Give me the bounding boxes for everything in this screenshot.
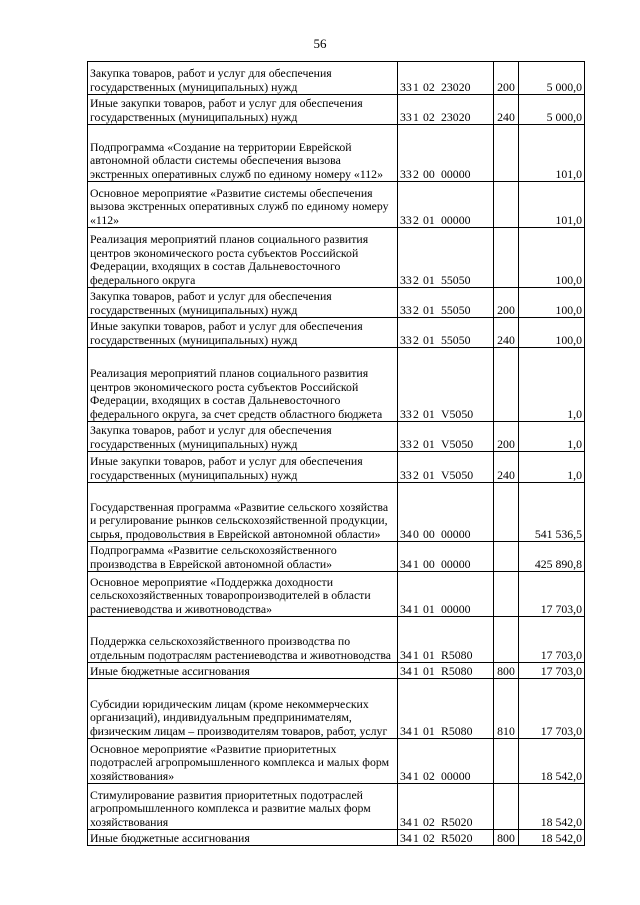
row-amount: 100,0 xyxy=(519,288,585,318)
row-amount: 18 542,0 xyxy=(519,739,585,784)
table-row xyxy=(88,182,585,228)
row-description: Основное мероприятие «Развитие системы обеспечения вызова экстренных оперативных служб по единому номеру «112» xyxy=(88,182,398,228)
table-row xyxy=(88,739,585,784)
row-expense-type xyxy=(494,182,519,228)
row-description: Поддержка сельскохозяйственного производства по отдельным подотраслям растениеводства и животноводства xyxy=(88,617,398,663)
row-description: Иные закупки товаров, работ и услуг для обеспечения государственных (муниципальных) нужд xyxy=(88,95,398,125)
row-target-code: 341 02 00000 xyxy=(398,739,494,784)
row-amount: 5 000,0 xyxy=(519,62,585,95)
table-row xyxy=(88,663,585,679)
row-description: Иные бюджетные ассигнования xyxy=(88,830,398,846)
table-row xyxy=(88,318,585,348)
page-number: 56 xyxy=(313,36,327,51)
table-row xyxy=(88,288,585,318)
row-expense-type xyxy=(494,483,519,542)
table-row xyxy=(88,830,585,846)
row-target-code: 341 02 R5020 xyxy=(398,830,494,846)
table-row xyxy=(88,125,585,182)
table-row xyxy=(88,228,585,288)
row-amount: 100,0 xyxy=(519,228,585,288)
row-target-code: 331 02 23020 xyxy=(398,62,494,95)
row-amount: 5 000,0 xyxy=(519,95,585,125)
row-expense-type xyxy=(494,228,519,288)
table-row xyxy=(88,784,585,830)
row-amount: 1,0 xyxy=(519,348,585,422)
row-description: Подпрограмма «Создание на территории Еврейской автономной области системы обеспечения вызова экстренных оперативных служб по единому номеру «112» xyxy=(88,125,398,182)
row-amount: 425 890,8 xyxy=(519,542,585,572)
row-expense-type: 810 xyxy=(494,679,519,739)
row-description: Иные бюджетные ассигнования xyxy=(88,663,398,679)
row-target-code: 331 02 23020 xyxy=(398,95,494,125)
table-row xyxy=(88,62,585,95)
row-description: Субсидии юридическим лицам (кроме некоммерческих организаций), индивидуальным предпринимателям, физическим лицам – производителям товаров, работ, услуг xyxy=(88,679,398,739)
row-target-code: 341 01 R5080 xyxy=(398,679,494,739)
row-description: Иные закупки товаров, работ и услуг для обеспечения государственных (муниципальных) нужд xyxy=(88,318,398,348)
row-expense-type: 200 xyxy=(494,422,519,452)
table-row xyxy=(88,617,585,663)
row-amount: 17 703,0 xyxy=(519,663,585,679)
table-row xyxy=(88,422,585,452)
row-amount: 1,0 xyxy=(519,422,585,452)
row-target-code: 341 00 00000 xyxy=(398,542,494,572)
row-expense-type xyxy=(494,125,519,182)
row-description: Подпрограмма «Развитие сельскохозяйственного производства в Еврейской автономной области» xyxy=(88,542,398,572)
table-row xyxy=(88,679,585,739)
row-expense-type: 240 xyxy=(494,95,519,125)
budget-table xyxy=(87,61,585,846)
row-expense-type: 800 xyxy=(494,663,519,679)
row-target-code: 332 01 V5050 xyxy=(398,452,494,483)
row-amount: 18 542,0 xyxy=(519,784,585,830)
row-target-code: 332 01 55050 xyxy=(398,318,494,348)
row-amount: 17 703,0 xyxy=(519,617,585,663)
table-row xyxy=(88,572,585,617)
row-amount: 101,0 xyxy=(519,182,585,228)
row-description: Закупка товаров, работ и услуг для обеспечения государственных (муниципальных) нужд xyxy=(88,288,398,318)
table-row xyxy=(88,483,585,542)
row-target-code: 341 01 R5080 xyxy=(398,617,494,663)
row-description: Стимулирование развития приоритетных подотраслей агропромышленного комплекса и развитие малых форм хозяйствования xyxy=(88,784,398,830)
row-amount: 101,0 xyxy=(519,125,585,182)
row-target-code: 332 00 00000 xyxy=(398,125,494,182)
row-target-code: 341 02 R5020 xyxy=(398,784,494,830)
row-expense-type xyxy=(494,542,519,572)
row-target-code: 340 00 00000 xyxy=(398,483,494,542)
row-expense-type: 240 xyxy=(494,318,519,348)
row-amount: 1,0 xyxy=(519,452,585,483)
row-expense-type xyxy=(494,784,519,830)
row-amount: 17 703,0 xyxy=(519,572,585,617)
row-amount: 18 542,0 xyxy=(519,830,585,846)
row-description: Основное мероприятие «Поддержка доходности сельскохозяйственных товаропроизводителей в области растениеводства и животноводства» xyxy=(88,572,398,617)
row-amount: 541 536,5 xyxy=(519,483,585,542)
table-row xyxy=(88,95,585,125)
row-expense-type xyxy=(494,739,519,784)
row-description: Иные закупки товаров, работ и услуг для обеспечения государственных (муниципальных) нужд xyxy=(88,452,398,483)
row-description: Реализация мероприятий планов социального развития центров экономического роста субъектов Российской Федерации, входящих в состав Дальневосточного федерального округа xyxy=(88,228,398,288)
row-description: Государственная программа «Развитие сельского хозяйства и регулирование рынков сельскохозяйственной продукции, сырья, продовольствия в Еврейской автономной области» xyxy=(88,483,398,542)
table-row xyxy=(88,542,585,572)
row-target-code: 332 01 V5050 xyxy=(398,422,494,452)
row-expense-type: 800 xyxy=(494,830,519,846)
row-target-code: 332 01 55050 xyxy=(398,228,494,288)
row-target-code: 332 01 00000 xyxy=(398,182,494,228)
table-row xyxy=(88,348,585,422)
row-amount: 17 703,0 xyxy=(519,679,585,739)
row-expense-type: 240 xyxy=(494,452,519,483)
row-expense-type xyxy=(494,617,519,663)
row-target-code: 332 01 V5050 xyxy=(398,348,494,422)
row-description: Реализация мероприятий планов социального развития центров экономического роста субъектов Российской Федерации, входящих в состав Дальневосточного федерального округа, за счет средств областного бюджета xyxy=(88,348,398,422)
table-row xyxy=(88,452,585,483)
row-description: Закупка товаров, работ и услуг для обеспечения государственных (муниципальных) нужд xyxy=(88,422,398,452)
row-expense-type xyxy=(494,572,519,617)
row-expense-type: 200 xyxy=(494,62,519,95)
row-target-code: 332 01 55050 xyxy=(398,288,494,318)
row-description: Основное мероприятие «Развитие приоритетных подотраслей агропромышленного комплекса и малых форм хозяйствования» xyxy=(88,739,398,784)
row-expense-type: 200 xyxy=(494,288,519,318)
row-expense-type xyxy=(494,348,519,422)
row-description: Закупка товаров, работ и услуг для обеспечения государственных (муниципальных) нужд xyxy=(88,62,398,95)
row-target-code: 341 01 00000 xyxy=(398,572,494,617)
row-target-code: 341 01 R5080 xyxy=(398,663,494,679)
row-amount: 100,0 xyxy=(519,318,585,348)
